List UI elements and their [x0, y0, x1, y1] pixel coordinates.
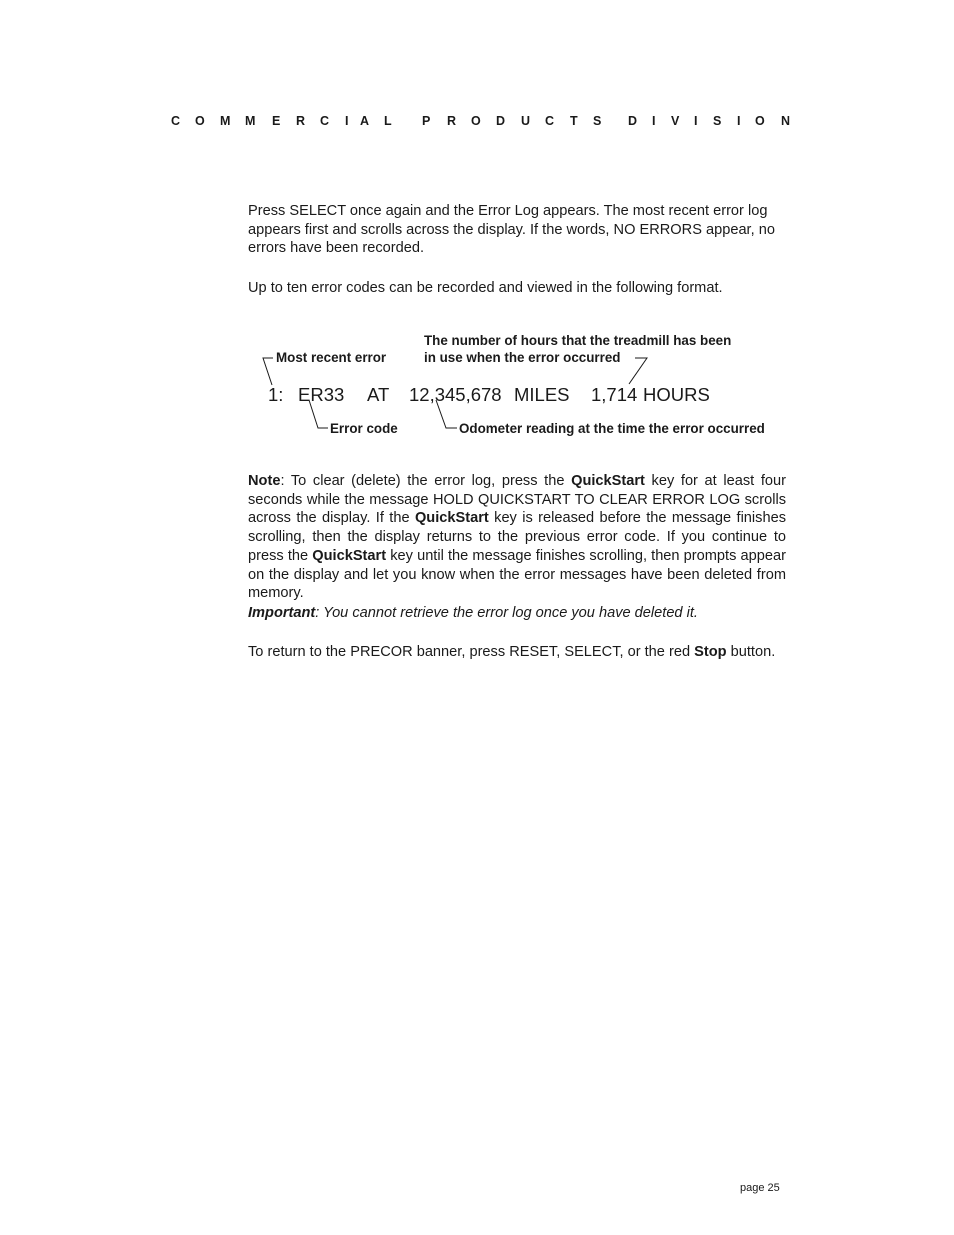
- readout-miles-value: 12,345,678: [409, 384, 502, 405]
- header-letter: C: [171, 114, 181, 128]
- readout-error-code: ER33: [298, 384, 345, 405]
- note-text: key is released before the message finishes scrolling, then the display returns to the previous error code. If you continue to press the: [248, 510, 786, 564]
- readout-miles-unit: MILES: [514, 384, 570, 405]
- header-letter: M: [245, 114, 256, 128]
- header-letter: I: [652, 114, 656, 128]
- quickstart-key-name: QuickStart: [571, 473, 645, 489]
- header-letter: C: [320, 114, 330, 128]
- error-code-format-paragraph: Up to ten error codes can be recorded and viewed in the following format.: [248, 280, 723, 296]
- note-label: Note: [248, 473, 281, 489]
- hours-in-use-label-line1: The number of hours that the treadmill has been: [424, 333, 732, 348]
- readout-hours-unit: HOURS: [643, 384, 710, 405]
- stop-button-name: Stop: [694, 644, 727, 660]
- readout-index: 1:: [268, 384, 284, 405]
- return-text: To return to the PRECOR banner, press RESET, SELECT, or the red: [248, 644, 695, 660]
- header-letter: D: [628, 114, 638, 128]
- header-letter: E: [272, 114, 281, 128]
- header-letter: U: [521, 114, 531, 128]
- note-text: key for at least four seconds while the message HOLD QUICKSTART TO CLEAR ERROR LOG scrolls across the display. If the: [248, 473, 786, 527]
- header-letter: I: [345, 114, 349, 128]
- header-letter: M: [220, 114, 231, 128]
- header-letter: S: [713, 114, 722, 128]
- header-letter: R: [296, 114, 306, 128]
- header-letter: O: [195, 114, 205, 128]
- header-letter: C: [545, 114, 555, 128]
- header-letter: P: [422, 114, 431, 128]
- header-letter: A: [360, 114, 370, 128]
- header-letter: V: [671, 114, 680, 128]
- readout-at: AT: [367, 384, 390, 405]
- error-code-label: Error code: [330, 421, 398, 436]
- important-text: : You cannot retrieve the error log once you have deleted it.: [315, 605, 698, 621]
- note-text: : To clear (delete) the error log, press the: [280, 473, 572, 489]
- return-to-banner-paragraph: [248, 643, 786, 662]
- error-log-intro-paragraph: Press SELECT once again and the Error Log appears. The most recent error log appears first and scrolls across the display. If the words, NO ERRORS appear, no errors have been recorded.: [248, 203, 775, 257]
- header-letter: L: [384, 114, 392, 128]
- page-number: page 25: [740, 1182, 780, 1194]
- readout-hours-value: 1,714: [591, 384, 638, 405]
- header-letter: T: [570, 114, 578, 128]
- return-text: button.: [726, 644, 776, 660]
- most-recent-error-label: Most recent error: [276, 350, 387, 365]
- header-letter: I: [694, 114, 698, 128]
- header-letter: O: [755, 114, 765, 128]
- important-paragraph: [248, 604, 786, 623]
- header-letter: R: [447, 114, 457, 128]
- note-text: key until the message finishes scrolling, then prompts appear on the display and let you know when the error messages have been deleted from memory.: [248, 547, 786, 602]
- header-letter: N: [781, 114, 791, 128]
- header-letter: D: [496, 114, 506, 128]
- most-recent-leader: [263, 358, 273, 385]
- hours-leader: [629, 358, 647, 384]
- quickstart-key-name: QuickStart: [312, 547, 387, 564]
- running-header: [171, 113, 811, 129]
- hours-in-use-label-line2: in use when the error occurred: [424, 350, 621, 365]
- important-label: Important: [248, 605, 316, 621]
- quickstart-key-name: QuickStart: [414, 510, 489, 527]
- header-letter: S: [593, 114, 602, 128]
- odometer-reading-label: Odometer reading at the time the error occurred: [459, 421, 765, 436]
- note-paragraph: [248, 472, 786, 603]
- header-letter: I: [737, 114, 741, 128]
- header-letter: O: [471, 114, 481, 128]
